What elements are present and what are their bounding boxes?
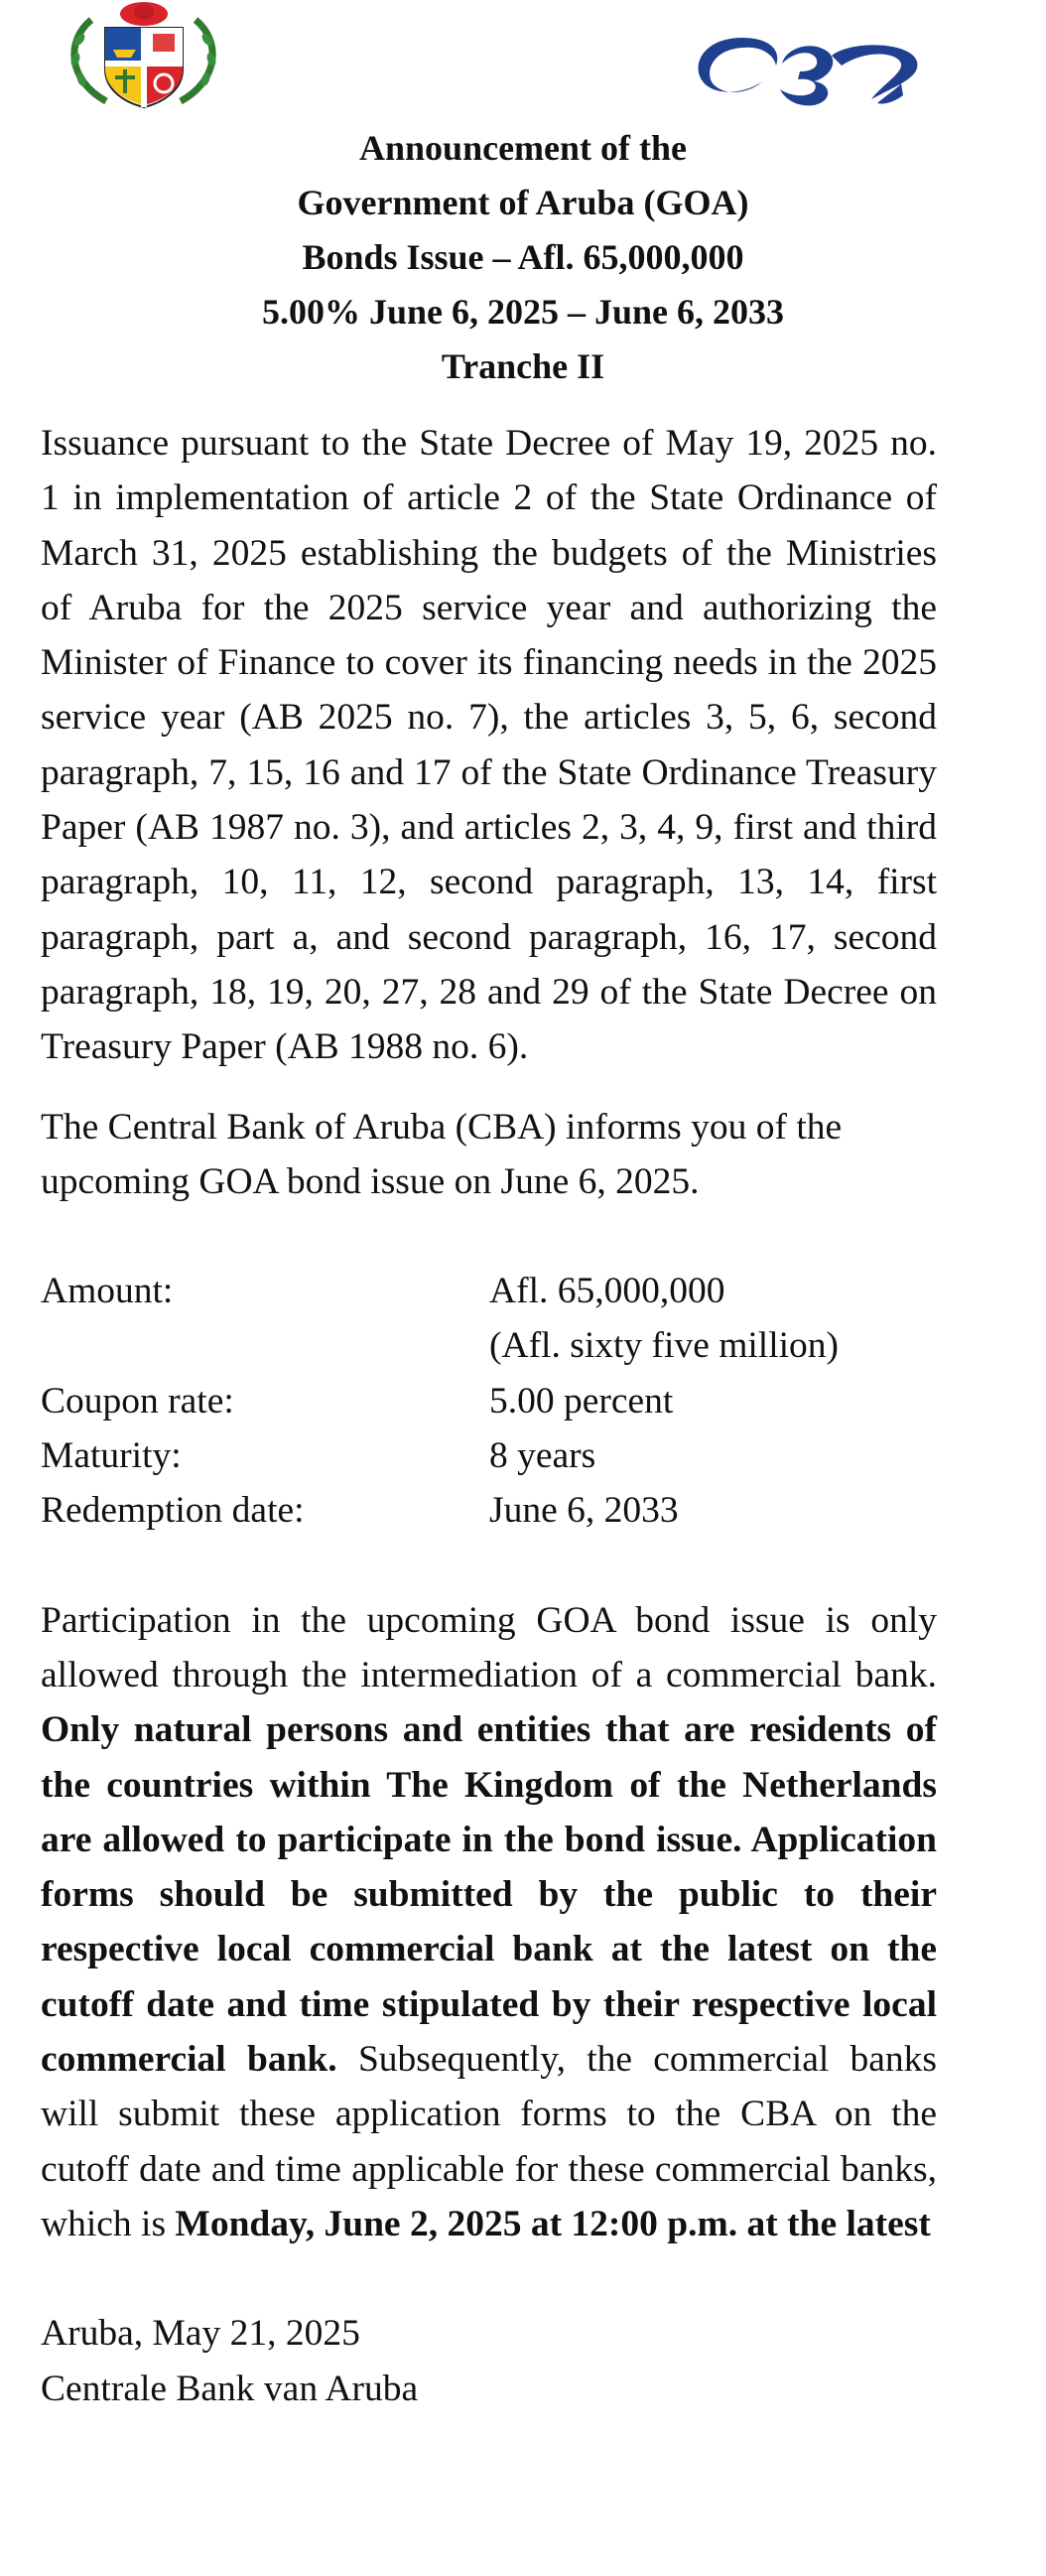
cutoff-deadline: Monday, June 2, 2025 at 12:00 p.m. at the latest [175, 2203, 931, 2244]
title-line: Tranche II [441, 346, 605, 386]
participation-text: Participation in the upcoming GOA bond issue is only allowed through the intermediation of a commercial bank. [41, 1599, 937, 1695]
term-row-amount-words [41, 1318, 937, 1373]
bond-terms [41, 1264, 937, 1538]
legal-basis-paragraph: Issuance pursuant to the State Decree of May 19, 2025 no. 1 in implementation of article 2 of the State Ordinance of March 31, 2025 establishing the budgets of the Ministries of Aruba for the 2025 service year and authorizing the Minister of Finance to cover its financing needs in the 2025 service year (AB 2025 no. 7), the articles 3, 5, 6, second paragraph, 7, 15, 16 and 17 of the State Ordinance Treasury Paper (AB 1987 no. 3), and articles 2, 3, 4, 9, first and third paragraph, 10, 11, 12, second paragraph, 13, 14, first paragraph, part a, and second paragraph, 16, 17, second paragraph, 18, 19, 20, 27, 28 and 29 of the State Decree on Treasury Paper (AB 1988 no. 6). [41, 423, 937, 1068]
announcement-title [0, 121, 1046, 394]
term-row-redemption [41, 1483, 937, 1538]
title-line: Bonds Issue – Afl. 65,000,000 [302, 237, 744, 277]
amount-words: (Afl. sixty five million) [489, 1325, 840, 1367]
eligibility-notice: Only natural persons and entities that are residents of the countries within The Kingdom of the Netherlands are allowed to participate in the bond issue. Application forms should be submitted by the public to their respective local commercial bank at the latest on the cutoff date and time stipulated by their respective local commercial bank. [41, 1709, 937, 2081]
title-line: Announcement of the [359, 128, 687, 168]
participation-paragraph [41, 1593, 937, 2252]
coat-of-arms-logo [62, 0, 225, 109]
title-line: Government of Aruba (GOA) [297, 183, 749, 222]
title-line: 5.00% June 6, 2025 – June 6, 2033 [261, 292, 785, 332]
redemption-label: Redemption date: [41, 1490, 305, 1532]
redemption-value: June 6, 2033 [489, 1490, 679, 1532]
cba-logo [683, 26, 921, 115]
issuer-name: Centrale Bank van Aruba [41, 2368, 419, 2409]
announcement-body [41, 416, 937, 2416]
coupon-label: Coupon rate: [41, 1380, 234, 1422]
coupon-value: 5.00 percent [489, 1380, 674, 1422]
term-row-amount [41, 1264, 937, 1318]
maturity-label: Maturity: [41, 1435, 182, 1477]
term-row-coupon [41, 1374, 937, 1428]
place-date: Aruba, May 21, 2025 [41, 2313, 360, 2355]
signature-block [41, 2306, 937, 2416]
submission-text: Subsequently, the commercial banks will submit these application forms to the CBA on the cutoff date and time applicable for these commercial banks, which is [41, 2039, 938, 2244]
amount-label: Amount: [41, 1271, 174, 1312]
intro-paragraph: The Central Bank of Aruba (CBA) informs you of the upcoming GOA bond issue on June 6, 2025. [41, 1106, 843, 1202]
amount-value: Afl. 65,000,000 [489, 1271, 725, 1312]
term-row-maturity [41, 1428, 937, 1483]
maturity-value: 8 years [489, 1435, 596, 1477]
